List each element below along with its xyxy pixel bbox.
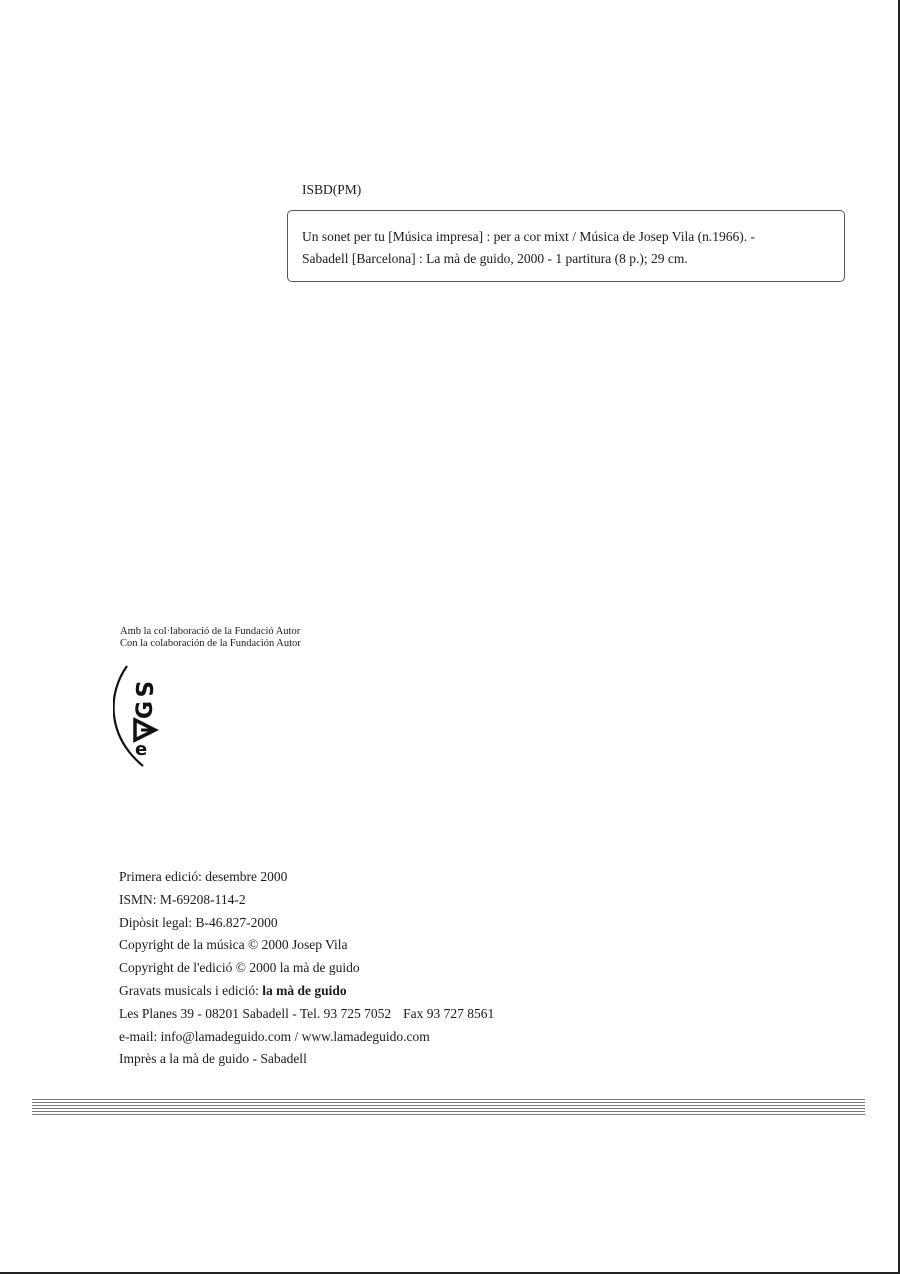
music-copyright-line: Copyright de la música © 2000 Josep Vila <box>119 937 348 953</box>
staff-lines-divider <box>32 1099 865 1117</box>
svg-text:G: G <box>133 700 158 719</box>
isbd-line-1: Un sonet per tu [Música impresa] : per a cor mixt / Música de Josep Vila (n.1966). - <box>302 229 755 244</box>
isbd-record-box <box>287 210 845 282</box>
imprint-block <box>119 866 494 1071</box>
sgae-logo-icon <box>113 664 173 768</box>
ismn-line: ISMN: M-69208-114-2 <box>119 891 246 907</box>
contact-line: e-mail: info@lamadeguido.com / www.lamadeguido.com <box>119 1028 430 1044</box>
isbd-label: ISBD(PM) <box>302 182 362 197</box>
collaboration-spanish: Con la colaboración de la Fundación Autor <box>120 638 301 649</box>
engraving-line <box>119 980 494 1003</box>
isbd-line-2: Sabadell [Barcelona] : La mà de guido, 2000 - 1 partitura (8 p.); 29 cm. <box>302 251 688 266</box>
fax-text: Fax 93 727 8561 <box>403 1005 495 1021</box>
collaboration-catalan: Amb la col·laboració de la Fundació Autor <box>120 626 301 637</box>
publisher-name: la mà de guido <box>262 982 347 998</box>
printed-line: Imprès a la mà de guido - Sabadell <box>119 1051 307 1067</box>
svg-text:S: S <box>130 681 156 698</box>
svg-text:e: e <box>135 739 148 760</box>
collaboration-note <box>120 626 301 650</box>
engraving-prefix: Gravats musicals i edició: <box>119 982 263 998</box>
address-line <box>119 1003 494 1026</box>
address-text: Les Planes 39 - 08201 Sabadell - Tel. 93 725 7052 <box>119 1005 392 1021</box>
edition-copyright-line: Copyright de l'edició © 2000 la mà de guido <box>119 960 360 976</box>
legal-deposit-line: Dipòsit legal: B-46.827-2000 <box>119 914 278 930</box>
edition-line: Primera edició: desembre 2000 <box>119 869 288 884</box>
